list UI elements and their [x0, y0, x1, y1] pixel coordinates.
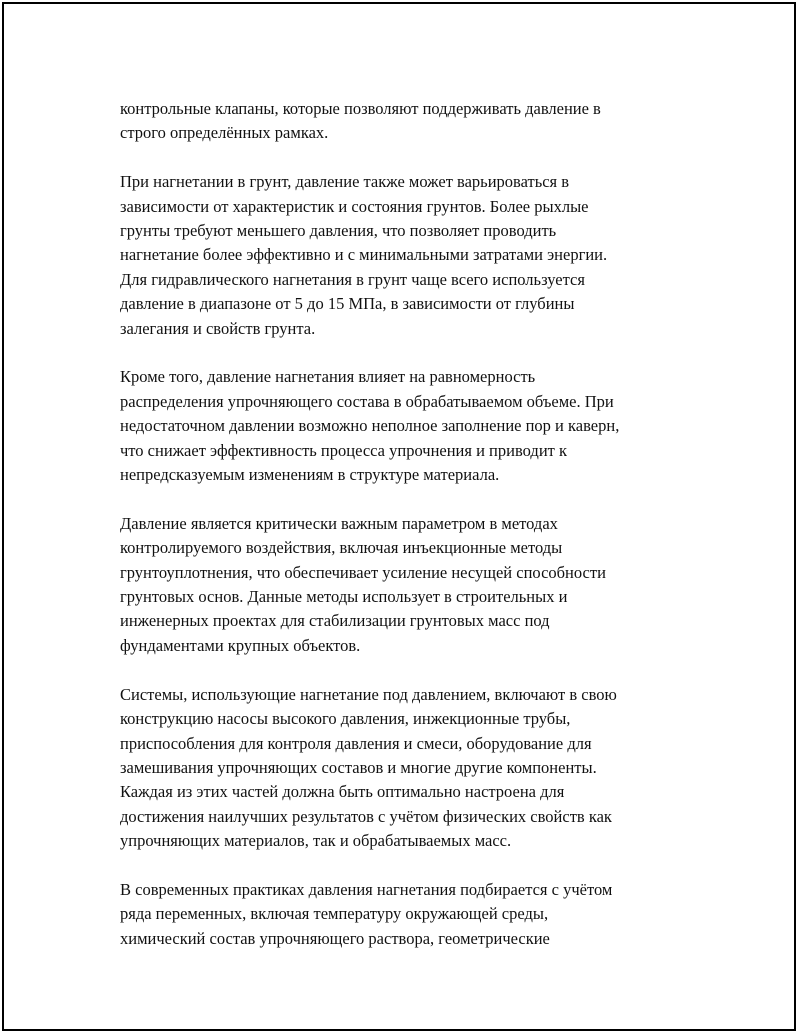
text-line: фундаментами крупных объектов.: [120, 635, 361, 655]
document-body: [120, 97, 700, 976]
text-line: Системы, использующие нагнетание под давлением, включают в свою: [120, 684, 617, 704]
text-line: Давление является критически важным параметром в методах: [120, 513, 558, 533]
text-line: распределения упрочняющего состава в обрабатываемом объеме. При: [120, 391, 614, 411]
paragraph: [120, 170, 700, 341]
text-line: давление в диапазоне от 5 до 15 МПа, в зависимости от глубины: [120, 294, 575, 314]
text-line: грунты требуют меньшего давления, что позволяет проводить: [120, 221, 557, 241]
text-line: непредсказуемым изменениям в структуре материала.: [120, 465, 500, 485]
text-line: контрольные клапаны, которые позволяют поддерживать давление в: [120, 99, 601, 118]
paragraph: [120, 365, 700, 487]
text-line: замешивания упрочняющих составов и многие другие компоненты.: [120, 757, 597, 777]
text-line: Кроме того, давление нагнетания влияет на равномерность: [120, 367, 536, 387]
paragraph: [120, 878, 700, 951]
text-line: залегания и свойств грунта.: [120, 318, 316, 338]
text-line: недостаточном давлении возможно неполное заполнение пор и каверн,: [120, 416, 620, 436]
text-line: достижения наилучших результатов с учётом физических свойств как: [120, 806, 612, 826]
text-line: конструкцию насосы высокого давления, инжекционные трубы,: [120, 709, 571, 729]
paragraph: [120, 512, 700, 658]
paragraph: [120, 97, 700, 146]
document-page: [2, 2, 796, 1031]
text-line: грунтовых основ. Данные методы использует в строительных и: [120, 587, 568, 607]
text-line: зависимости от характеристик и состояния грунтов. Более рыхлые: [120, 196, 589, 216]
text-line: грунтоуплотнения, что обеспечивает усиление несущей способности: [120, 562, 606, 582]
text-line: ряда переменных, включая температуру окружающей среды,: [120, 904, 549, 924]
text-line: приспособления для контроля давления и смеси, оборудование для: [120, 733, 592, 753]
text-line: что снижает эффективность процесса упрочнения и приводит к: [120, 440, 567, 460]
text-line: химический состав упрочняющего раствора, геометрические: [120, 928, 550, 948]
text-line: строго определённых рамках.: [120, 123, 329, 143]
text-line: Для гидравлического нагнетания в грунт чаще всего используется: [120, 269, 585, 289]
text-line: В современных практиках давления нагнетания подбирается с учётом: [120, 879, 613, 899]
text-line: контролируемого воздействия, включая инъекционные методы: [120, 538, 563, 558]
text-line: Каждая из этих частей должна быть оптимально настроена для: [120, 782, 565, 802]
text-line: нагнетание более эффективно и с минимальными затратами энергии.: [120, 245, 608, 265]
text-line: инженерных проектах для стабилизации грунтовых масс под: [120, 611, 550, 631]
text-line: При нагнетании в грунт, давление также может варьироваться в: [120, 172, 570, 192]
paragraph: [120, 683, 700, 854]
text-line: упрочняющих материалов, так и обрабатываемых масс.: [120, 831, 512, 851]
